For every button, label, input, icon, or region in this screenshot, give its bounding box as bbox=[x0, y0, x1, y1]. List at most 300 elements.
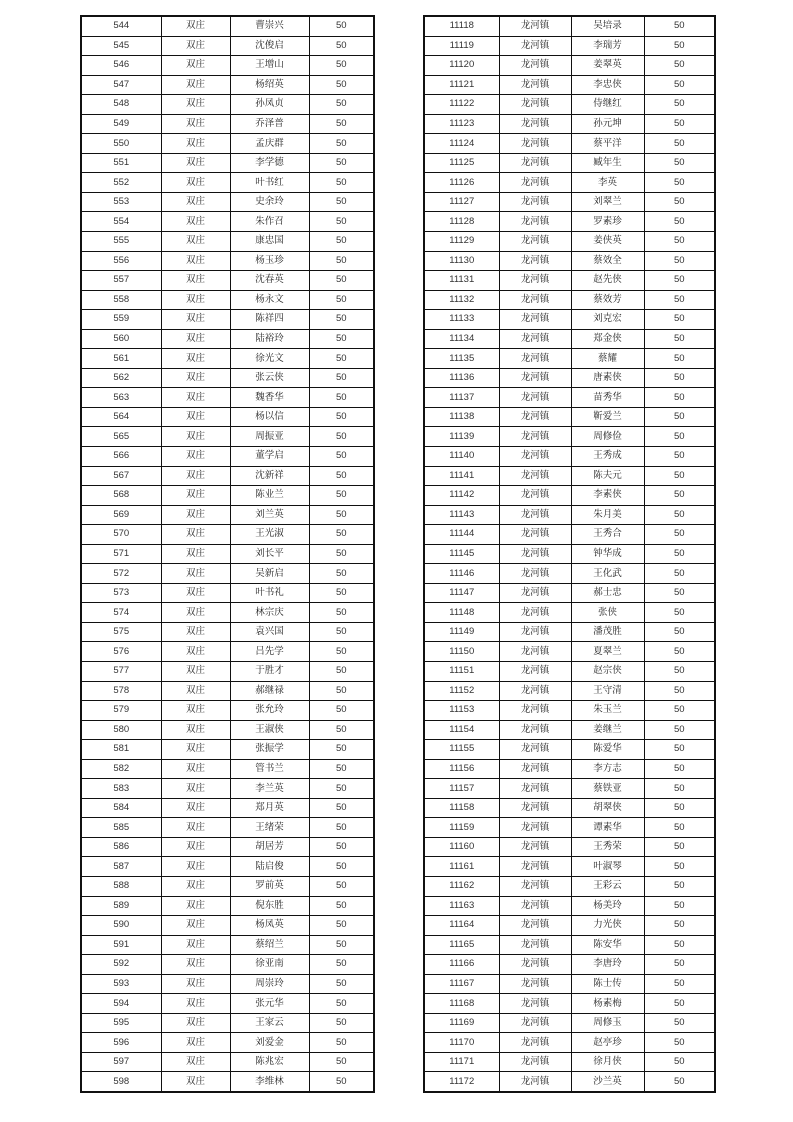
town-cell: 龙河镇 bbox=[499, 36, 571, 56]
amount-cell: 50 bbox=[644, 1072, 715, 1092]
name-cell: 王秀荣 bbox=[571, 837, 644, 857]
table-row bbox=[81, 486, 374, 506]
name-cell: 沈新祥 bbox=[230, 466, 309, 486]
table-row bbox=[81, 407, 374, 427]
table-row bbox=[81, 173, 374, 193]
row-number-cell: 11151 bbox=[424, 662, 499, 682]
amount-cell: 50 bbox=[644, 56, 715, 76]
amount-cell: 50 bbox=[644, 935, 715, 955]
row-number-cell: 11161 bbox=[424, 857, 499, 877]
row-number-cell: 11144 bbox=[424, 525, 499, 545]
amount-cell: 50 bbox=[644, 916, 715, 936]
row-number-cell: 563 bbox=[81, 388, 161, 408]
row-number-cell: 11122 bbox=[424, 95, 499, 115]
table-row bbox=[81, 916, 374, 936]
table-row bbox=[424, 192, 715, 212]
name-cell: 李瑞芳 bbox=[571, 36, 644, 56]
name-cell: 曹崇兴 bbox=[230, 16, 309, 36]
amount-cell: 50 bbox=[644, 36, 715, 56]
town-cell: 双庄 bbox=[161, 290, 230, 310]
amount-cell: 50 bbox=[309, 329, 374, 349]
table-row bbox=[81, 95, 374, 115]
table-row bbox=[424, 114, 715, 134]
amount-cell: 50 bbox=[309, 153, 374, 173]
name-cell: 沈俊启 bbox=[230, 36, 309, 56]
row-number-cell: 548 bbox=[81, 95, 161, 115]
amount-cell: 50 bbox=[309, 1033, 374, 1053]
table-row bbox=[424, 759, 715, 779]
name-cell: 赵先侠 bbox=[571, 271, 644, 291]
name-cell: 倪东胜 bbox=[230, 896, 309, 916]
amount-cell: 50 bbox=[309, 271, 374, 291]
table-row bbox=[81, 837, 374, 857]
row-number-cell: 11157 bbox=[424, 779, 499, 799]
town-cell: 双庄 bbox=[161, 1033, 230, 1053]
amount-cell: 50 bbox=[309, 75, 374, 95]
table-row bbox=[424, 290, 715, 310]
name-cell: 杨玉珍 bbox=[230, 251, 309, 271]
table-row bbox=[81, 662, 374, 682]
row-number-cell: 11165 bbox=[424, 935, 499, 955]
amount-cell: 50 bbox=[309, 1013, 374, 1033]
amount-cell: 50 bbox=[309, 935, 374, 955]
table-row bbox=[424, 36, 715, 56]
table-row bbox=[81, 857, 374, 877]
name-cell: 吴培录 bbox=[571, 16, 644, 36]
town-cell: 双庄 bbox=[161, 486, 230, 506]
row-number-cell: 11128 bbox=[424, 212, 499, 232]
amount-cell: 50 bbox=[309, 56, 374, 76]
name-cell: 陈兆宏 bbox=[230, 1052, 309, 1072]
amount-cell: 50 bbox=[309, 349, 374, 369]
table-row bbox=[424, 466, 715, 486]
name-cell: 王秀成 bbox=[571, 446, 644, 466]
table-row bbox=[81, 388, 374, 408]
table-row bbox=[424, 603, 715, 623]
table-row bbox=[424, 701, 715, 721]
table-row bbox=[81, 75, 374, 95]
table-row bbox=[424, 95, 715, 115]
amount-cell: 50 bbox=[309, 720, 374, 740]
name-cell: 管书兰 bbox=[230, 759, 309, 779]
town-cell: 双庄 bbox=[161, 75, 230, 95]
town-cell: 双庄 bbox=[161, 173, 230, 193]
town-cell: 龙河镇 bbox=[499, 153, 571, 173]
row-number-cell: 561 bbox=[81, 349, 161, 369]
town-cell: 龙河镇 bbox=[499, 173, 571, 193]
amount-cell: 50 bbox=[309, 759, 374, 779]
table-row bbox=[81, 1033, 374, 1053]
table-row bbox=[81, 798, 374, 818]
table-row bbox=[424, 544, 715, 564]
table-row bbox=[424, 642, 715, 662]
name-cell: 罗素珍 bbox=[571, 212, 644, 232]
amount-cell: 50 bbox=[309, 1052, 374, 1072]
name-cell: 杨美玲 bbox=[571, 896, 644, 916]
table-row bbox=[81, 994, 374, 1014]
name-cell: 陈业兰 bbox=[230, 486, 309, 506]
town-cell: 龙河镇 bbox=[499, 916, 571, 936]
name-cell: 李忠侠 bbox=[571, 75, 644, 95]
town-cell: 双庄 bbox=[161, 36, 230, 56]
table-row bbox=[424, 837, 715, 857]
row-number-cell: 586 bbox=[81, 837, 161, 857]
row-number-cell: 598 bbox=[81, 1072, 161, 1092]
table-row bbox=[81, 329, 374, 349]
town-cell: 龙河镇 bbox=[499, 662, 571, 682]
name-cell: 刘翠兰 bbox=[571, 192, 644, 212]
town-cell: 龙河镇 bbox=[499, 1072, 571, 1092]
town-cell: 龙河镇 bbox=[499, 1033, 571, 1053]
row-number-cell: 11153 bbox=[424, 701, 499, 721]
name-cell: 侍继红 bbox=[571, 95, 644, 115]
amount-cell: 50 bbox=[309, 36, 374, 56]
row-number-cell: 11133 bbox=[424, 310, 499, 330]
row-number-cell: 11162 bbox=[424, 877, 499, 897]
name-cell: 刘克宏 bbox=[571, 310, 644, 330]
name-cell: 蔡铁亚 bbox=[571, 779, 644, 799]
amount-cell: 50 bbox=[644, 16, 715, 36]
amount-cell: 50 bbox=[309, 95, 374, 115]
name-cell: 李兰英 bbox=[230, 779, 309, 799]
amount-cell: 50 bbox=[309, 740, 374, 760]
amount-cell: 50 bbox=[644, 818, 715, 838]
name-cell: 周崇玲 bbox=[230, 974, 309, 994]
table-row bbox=[81, 896, 374, 916]
amount-cell: 50 bbox=[309, 446, 374, 466]
town-cell: 龙河镇 bbox=[499, 505, 571, 525]
town-cell: 双庄 bbox=[161, 662, 230, 682]
amount-cell: 50 bbox=[644, 583, 715, 603]
table-row bbox=[81, 1072, 374, 1092]
name-cell: 王秀合 bbox=[571, 525, 644, 545]
name-cell: 蔡效全 bbox=[571, 251, 644, 271]
amount-cell: 50 bbox=[644, 720, 715, 740]
table-row bbox=[81, 974, 374, 994]
town-cell: 龙河镇 bbox=[499, 16, 571, 36]
town-cell: 双庄 bbox=[161, 583, 230, 603]
town-cell: 双庄 bbox=[161, 896, 230, 916]
amount-cell: 50 bbox=[644, 427, 715, 447]
row-number-cell: 552 bbox=[81, 173, 161, 193]
town-cell: 龙河镇 bbox=[499, 622, 571, 642]
amount-cell: 50 bbox=[309, 603, 374, 623]
town-cell: 双庄 bbox=[161, 349, 230, 369]
row-number-cell: 11143 bbox=[424, 505, 499, 525]
table-row bbox=[81, 16, 374, 36]
name-cell: 董学启 bbox=[230, 446, 309, 466]
row-number-cell: 11118 bbox=[424, 16, 499, 36]
town-cell: 双庄 bbox=[161, 603, 230, 623]
town-cell: 龙河镇 bbox=[499, 349, 571, 369]
town-cell: 龙河镇 bbox=[499, 583, 571, 603]
row-number-cell: 11123 bbox=[424, 114, 499, 134]
row-number-cell: 551 bbox=[81, 153, 161, 173]
name-cell: 陈士传 bbox=[571, 974, 644, 994]
row-number-cell: 11149 bbox=[424, 622, 499, 642]
table-row bbox=[81, 701, 374, 721]
name-cell: 刘长平 bbox=[230, 544, 309, 564]
row-number-cell: 565 bbox=[81, 427, 161, 447]
row-number-cell: 585 bbox=[81, 818, 161, 838]
town-cell: 龙河镇 bbox=[499, 75, 571, 95]
town-cell: 双庄 bbox=[161, 251, 230, 271]
table-row bbox=[81, 603, 374, 623]
table-row bbox=[81, 564, 374, 584]
row-number-cell: 11121 bbox=[424, 75, 499, 95]
row-number-cell: 11119 bbox=[424, 36, 499, 56]
amount-cell: 50 bbox=[309, 818, 374, 838]
town-cell: 双庄 bbox=[161, 388, 230, 408]
left-table-body bbox=[81, 16, 374, 1092]
amount-cell: 50 bbox=[644, 173, 715, 193]
row-number-cell: 11169 bbox=[424, 1013, 499, 1033]
amount-cell: 50 bbox=[309, 134, 374, 154]
town-cell: 双庄 bbox=[161, 56, 230, 76]
row-number-cell: 11139 bbox=[424, 427, 499, 447]
town-cell: 双庄 bbox=[161, 818, 230, 838]
name-cell: 张允玲 bbox=[230, 701, 309, 721]
name-cell: 谭素华 bbox=[571, 818, 644, 838]
town-cell: 龙河镇 bbox=[499, 407, 571, 427]
amount-cell: 50 bbox=[309, 681, 374, 701]
amount-cell: 50 bbox=[309, 16, 374, 36]
name-cell: 陆启俊 bbox=[230, 857, 309, 877]
table-row bbox=[424, 798, 715, 818]
name-cell: 郝继禄 bbox=[230, 681, 309, 701]
amount-cell: 50 bbox=[644, 153, 715, 173]
table-row bbox=[424, 388, 715, 408]
amount-cell: 50 bbox=[309, 505, 374, 525]
town-cell: 双庄 bbox=[161, 544, 230, 564]
amount-cell: 50 bbox=[644, 701, 715, 721]
amount-cell: 50 bbox=[309, 368, 374, 388]
row-number-cell: 11166 bbox=[424, 955, 499, 975]
row-number-cell: 549 bbox=[81, 114, 161, 134]
amount-cell: 50 bbox=[644, 603, 715, 623]
town-cell: 双庄 bbox=[161, 407, 230, 427]
town-cell: 双庄 bbox=[161, 525, 230, 545]
row-number-cell: 590 bbox=[81, 916, 161, 936]
town-cell: 龙河镇 bbox=[499, 720, 571, 740]
table-row bbox=[81, 583, 374, 603]
name-cell: 力光侠 bbox=[571, 916, 644, 936]
amount-cell: 50 bbox=[644, 642, 715, 662]
row-number-cell: 570 bbox=[81, 525, 161, 545]
name-cell: 李素侠 bbox=[571, 486, 644, 506]
row-number-cell: 11135 bbox=[424, 349, 499, 369]
table-row bbox=[424, 486, 715, 506]
row-number-cell: 564 bbox=[81, 407, 161, 427]
name-cell: 孙凤贞 bbox=[230, 95, 309, 115]
town-cell: 双庄 bbox=[161, 1013, 230, 1033]
row-number-cell: 567 bbox=[81, 466, 161, 486]
table-row bbox=[81, 779, 374, 799]
town-cell: 双庄 bbox=[161, 231, 230, 251]
row-number-cell: 11134 bbox=[424, 329, 499, 349]
row-number-cell: 591 bbox=[81, 935, 161, 955]
amount-cell: 50 bbox=[644, 622, 715, 642]
town-cell: 双庄 bbox=[161, 329, 230, 349]
table-row bbox=[81, 642, 374, 662]
name-cell: 沙兰英 bbox=[571, 1072, 644, 1092]
row-number-cell: 575 bbox=[81, 622, 161, 642]
amount-cell: 50 bbox=[309, 388, 374, 408]
town-cell: 龙河镇 bbox=[499, 251, 571, 271]
name-cell: 胡翠侠 bbox=[571, 798, 644, 818]
town-cell: 双庄 bbox=[161, 798, 230, 818]
row-number-cell: 577 bbox=[81, 662, 161, 682]
name-cell: 李方志 bbox=[571, 759, 644, 779]
table-row bbox=[424, 368, 715, 388]
amount-cell: 50 bbox=[644, 564, 715, 584]
name-cell: 臧年生 bbox=[571, 153, 644, 173]
row-number-cell: 596 bbox=[81, 1033, 161, 1053]
name-cell: 王绪荣 bbox=[230, 818, 309, 838]
name-cell: 靳爱兰 bbox=[571, 407, 644, 427]
name-cell: 徐月侠 bbox=[571, 1052, 644, 1072]
table-row bbox=[424, 955, 715, 975]
table-row bbox=[81, 212, 374, 232]
table-row bbox=[81, 134, 374, 154]
amount-cell: 50 bbox=[644, 271, 715, 291]
row-number-cell: 555 bbox=[81, 231, 161, 251]
name-cell: 陆裕玲 bbox=[230, 329, 309, 349]
table-row bbox=[81, 153, 374, 173]
amount-cell: 50 bbox=[309, 525, 374, 545]
row-number-cell: 545 bbox=[81, 36, 161, 56]
town-cell: 双庄 bbox=[161, 740, 230, 760]
row-number-cell: 571 bbox=[81, 544, 161, 564]
row-number-cell: 11137 bbox=[424, 388, 499, 408]
name-cell: 孙元坤 bbox=[571, 114, 644, 134]
town-cell: 双庄 bbox=[161, 720, 230, 740]
amount-cell: 50 bbox=[644, 310, 715, 330]
amount-cell: 50 bbox=[644, 681, 715, 701]
amount-cell: 50 bbox=[309, 407, 374, 427]
row-number-cell: 11163 bbox=[424, 896, 499, 916]
table-row bbox=[81, 427, 374, 447]
row-number-cell: 557 bbox=[81, 271, 161, 291]
row-number-cell: 589 bbox=[81, 896, 161, 916]
town-cell: 双庄 bbox=[161, 446, 230, 466]
row-number-cell: 11155 bbox=[424, 740, 499, 760]
name-cell: 徐亚南 bbox=[230, 955, 309, 975]
town-cell: 双庄 bbox=[161, 701, 230, 721]
name-cell: 周振亚 bbox=[230, 427, 309, 447]
name-cell: 李英 bbox=[571, 173, 644, 193]
amount-cell: 50 bbox=[309, 916, 374, 936]
row-number-cell: 593 bbox=[81, 974, 161, 994]
row-number-cell: 11164 bbox=[424, 916, 499, 936]
row-number-cell: 11138 bbox=[424, 407, 499, 427]
table-row bbox=[424, 916, 715, 936]
town-cell: 龙河镇 bbox=[499, 446, 571, 466]
name-cell: 王彩云 bbox=[571, 877, 644, 897]
amount-cell: 50 bbox=[309, 662, 374, 682]
row-number-cell: 11125 bbox=[424, 153, 499, 173]
town-cell: 龙河镇 bbox=[499, 759, 571, 779]
amount-cell: 50 bbox=[309, 1072, 374, 1092]
name-cell: 姜继兰 bbox=[571, 720, 644, 740]
town-cell: 双庄 bbox=[161, 505, 230, 525]
row-number-cell: 553 bbox=[81, 192, 161, 212]
table-row bbox=[81, 505, 374, 525]
town-cell: 双庄 bbox=[161, 368, 230, 388]
amount-cell: 50 bbox=[644, 466, 715, 486]
table-row bbox=[81, 251, 374, 271]
table-row bbox=[81, 368, 374, 388]
table-row bbox=[424, 935, 715, 955]
row-number-cell: 11131 bbox=[424, 271, 499, 291]
row-number-cell: 11136 bbox=[424, 368, 499, 388]
name-cell: 徐光文 bbox=[230, 349, 309, 369]
right-table-body bbox=[424, 16, 715, 1092]
table-row bbox=[424, 173, 715, 193]
name-cell: 夏翠兰 bbox=[571, 642, 644, 662]
amount-cell: 50 bbox=[309, 290, 374, 310]
row-number-cell: 11124 bbox=[424, 134, 499, 154]
amount-cell: 50 bbox=[644, 1052, 715, 1072]
table-row bbox=[81, 720, 374, 740]
town-cell: 龙河镇 bbox=[499, 1013, 571, 1033]
town-cell: 双庄 bbox=[161, 642, 230, 662]
town-cell: 双庄 bbox=[161, 1052, 230, 1072]
amount-cell: 50 bbox=[644, 740, 715, 760]
town-cell: 龙河镇 bbox=[499, 290, 571, 310]
town-cell: 龙河镇 bbox=[499, 212, 571, 232]
row-number-cell: 11154 bbox=[424, 720, 499, 740]
town-cell: 双庄 bbox=[161, 994, 230, 1014]
town-cell: 龙河镇 bbox=[499, 192, 571, 212]
row-number-cell: 11148 bbox=[424, 603, 499, 623]
town-cell: 龙河镇 bbox=[499, 368, 571, 388]
row-number-cell: 11120 bbox=[424, 56, 499, 76]
row-number-cell: 583 bbox=[81, 779, 161, 799]
table-row bbox=[424, 583, 715, 603]
table-row bbox=[424, 446, 715, 466]
amount-cell: 50 bbox=[644, 837, 715, 857]
amount-cell: 50 bbox=[309, 974, 374, 994]
amount-cell: 50 bbox=[309, 877, 374, 897]
name-cell: 蔡效芳 bbox=[571, 290, 644, 310]
row-number-cell: 11146 bbox=[424, 564, 499, 584]
name-cell: 陈祥四 bbox=[230, 310, 309, 330]
amount-cell: 50 bbox=[309, 251, 374, 271]
amount-cell: 50 bbox=[644, 505, 715, 525]
row-number-cell: 587 bbox=[81, 857, 161, 877]
amount-cell: 50 bbox=[309, 779, 374, 799]
row-number-cell: 554 bbox=[81, 212, 161, 232]
row-number-cell: 592 bbox=[81, 955, 161, 975]
table-row bbox=[424, 153, 715, 173]
table-row bbox=[424, 349, 715, 369]
row-number-cell: 581 bbox=[81, 740, 161, 760]
town-cell: 双庄 bbox=[161, 310, 230, 330]
amount-cell: 50 bbox=[309, 310, 374, 330]
table-row bbox=[424, 251, 715, 271]
town-cell: 双庄 bbox=[161, 271, 230, 291]
name-cell: 于胜才 bbox=[230, 662, 309, 682]
row-number-cell: 574 bbox=[81, 603, 161, 623]
town-cell: 双庄 bbox=[161, 779, 230, 799]
table-row bbox=[424, 564, 715, 584]
name-cell: 周修玉 bbox=[571, 1013, 644, 1033]
town-cell: 龙河镇 bbox=[499, 994, 571, 1014]
amount-cell: 50 bbox=[644, 349, 715, 369]
row-number-cell: 11152 bbox=[424, 681, 499, 701]
name-cell: 李学德 bbox=[230, 153, 309, 173]
